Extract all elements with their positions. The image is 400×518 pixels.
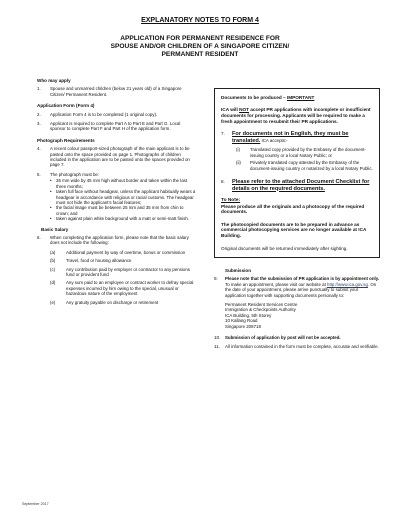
submission-heading: Submission xyxy=(225,267,252,273)
bullet-item: • 35 mm wide by 45 mm high without border and taken within the last three months; xyxy=(50,178,197,189)
item-text: Applicant is required to complete Part A to Part E and Part G. Local sponsor to complete Part F and Part H of the application form. xyxy=(50,121,181,132)
item-number: 4. xyxy=(37,146,41,152)
list-item xyxy=(214,335,380,340)
address-line: Singapore 208718 xyxy=(225,323,261,329)
list-item xyxy=(37,86,197,97)
address-line: ICA Building, 5th Storey xyxy=(225,312,272,318)
sub-label: (b) xyxy=(50,258,56,264)
list-item xyxy=(37,235,197,246)
item-number: 3. xyxy=(37,121,41,127)
salary-exclusion-item xyxy=(37,280,197,296)
list-item xyxy=(37,172,197,222)
item-number: 5. xyxy=(37,171,41,177)
salary-exclusion-item xyxy=(37,267,197,278)
salary-exclusion-item xyxy=(37,250,197,255)
who-may-apply-heading: Who may apply xyxy=(37,78,71,83)
subtitle-line-2: SPOUSE AND/OR CHILDREN OF A SINGAPORE CITIZEN/ xyxy=(110,43,290,50)
address-line: 10 Kallang Road xyxy=(225,318,258,324)
item-text: ICA accepts:- xyxy=(260,137,288,143)
sub-text: Travel, food or housing allowance xyxy=(66,258,132,264)
subtitle-line-1: APPLICATION FOR PERMANENT RESIDENCE FOR xyxy=(120,35,280,42)
translation-option xyxy=(232,147,373,158)
sub-label: (ii) xyxy=(236,160,241,166)
sub-text: Any gratuity payable on discharge or retirement xyxy=(66,299,159,305)
documents-box-title: Documents to be produced – IMPORTANT xyxy=(221,95,315,100)
bullet-item: • taken against plain white background with a matt or semi-matt finish. xyxy=(50,216,197,221)
list-item xyxy=(221,131,373,173)
sub-label: (e) xyxy=(50,299,56,305)
sub-label: (c) xyxy=(50,266,56,272)
item-number: 6. xyxy=(37,234,41,240)
note-photocopies: The photocopied documents are to be prepared in advance as commercial photocopying services are no longer available at ICA Building. xyxy=(221,221,367,238)
list-item xyxy=(37,121,197,132)
salary-exclusion-item xyxy=(37,300,197,305)
translation-requirement: For documents not in English, they must be translated. xyxy=(232,131,349,144)
item-text: Application Form 4 is to be completed (1 original copy). xyxy=(50,111,158,117)
basic-salary-heading: Basic Salary xyxy=(41,226,69,232)
item-text: The photograph must be: xyxy=(50,171,100,177)
right-column xyxy=(214,88,380,356)
list-item xyxy=(221,179,373,192)
ica-website-link[interactable]: http://www.ica.gov.sg xyxy=(327,281,368,287)
sub-text: Any sum paid to an employee or contract worker to defray special expenses incurred by him owing to the special, unusual or hazardous nature of the employment xyxy=(66,280,194,297)
translation-option xyxy=(232,160,373,171)
note-originals: Please produce all the originals and a photocopy of the required documents. xyxy=(221,203,365,215)
photo-requirements-list xyxy=(50,178,197,221)
item-text: Submission of application by post will not be accepted. xyxy=(225,335,341,341)
bullet-item: • the facial image must be between 25 mm and 35 mm from chin to crown; and xyxy=(50,205,197,216)
subtitle-line-3: PERMANENT RESIDENT xyxy=(161,51,239,58)
item-number: 1. xyxy=(37,86,41,92)
appointment-only-notice: Please note that the submission of PR application is by appointment only. xyxy=(225,276,380,282)
to-note-heading: To Note: xyxy=(221,198,241,204)
address-line: Immigration & Checkpoints Authority xyxy=(225,307,296,313)
salary-exclusion-item xyxy=(37,258,197,263)
bullet-item: • taken full face without headgear, unless the applicant habitually wears a headgear in accordance with religious or racial customs. The headgear must not hide the applicant’s facial features; xyxy=(50,189,197,205)
sub-text: Additional payment by way of overtime, bonus or commission xyxy=(66,249,186,255)
list-item xyxy=(214,344,380,349)
item-text: When completing the application form, please note that the basic salary does not include the following: xyxy=(50,234,189,246)
application-form-heading: Application Form (Form 4) xyxy=(37,103,95,109)
item-number: 2. xyxy=(37,111,41,117)
left-column xyxy=(37,78,197,308)
item-number: 10. xyxy=(214,335,221,341)
sub-text: Privately translated copy attested by the Embassy of the document-issuing country or notarized by a local Notary Public. xyxy=(250,160,373,171)
item-text: Spouse and unmarried children (below 21 years old) of a Singapore Citizen/ Permanent Resident. xyxy=(50,86,182,97)
footer-date: September 2017 xyxy=(22,502,49,506)
checklist-reference: Please refer to the attached Document Checklist for details on the required documents. xyxy=(232,179,370,192)
sub-text: Any contribution paid by employer or contractor to any pensions fund or provident fund xyxy=(66,266,190,277)
sub-label: (d) xyxy=(50,280,56,286)
item-number: 8. xyxy=(221,179,225,184)
document-title: EXPLANATORY NOTES TO FORM 4 xyxy=(141,17,259,24)
not-emphasis: NOT xyxy=(239,107,249,113)
item-number: 7. xyxy=(221,131,225,137)
submission-section xyxy=(214,268,380,350)
address-line: Permanent Resident Services Centre xyxy=(225,302,298,307)
item-number: 11. xyxy=(214,344,221,350)
sub-text: Translated copy provided by the Embassy of the document-issuing country or a local Notary Public; or xyxy=(250,147,366,158)
item-number: 9. xyxy=(214,276,218,282)
sub-label: (a) xyxy=(50,249,56,255)
list-item xyxy=(37,112,197,117)
address-block xyxy=(214,302,380,329)
item-text: All information contained in the form must be complete, accurate and verifiable. xyxy=(225,344,379,350)
incomplete-documents-warning: ICA will NOT accept PR applications with incomplete or insufficient documents for processing. Applicants will be required to make a fresh appointment to resubmit their PR applications. xyxy=(221,107,371,124)
list-item: 9. Please note that the submission of PR application is by appointment only. To make an appointment, please visit our website at http://www.ica.gov.sg. On the date of your appointment, please arrive punctually to submit your application together with supporting documents personally to: xyxy=(214,276,380,298)
list-item xyxy=(37,146,197,168)
important-label: IMPORTANT xyxy=(286,95,315,100)
sub-label: (i) xyxy=(236,147,240,153)
item-text: A recent colour passport-sized photograph of the main applicant is to be pasted onto the space provided on page 1. Photographs of children included in the application are to be pasted onto the spaces provided on page 7. xyxy=(50,146,190,168)
note-returned: Original documents will be returned immediately after sighting. xyxy=(221,245,348,251)
photograph-heading: Photograph Requirements xyxy=(37,137,95,143)
documents-box xyxy=(214,88,380,258)
